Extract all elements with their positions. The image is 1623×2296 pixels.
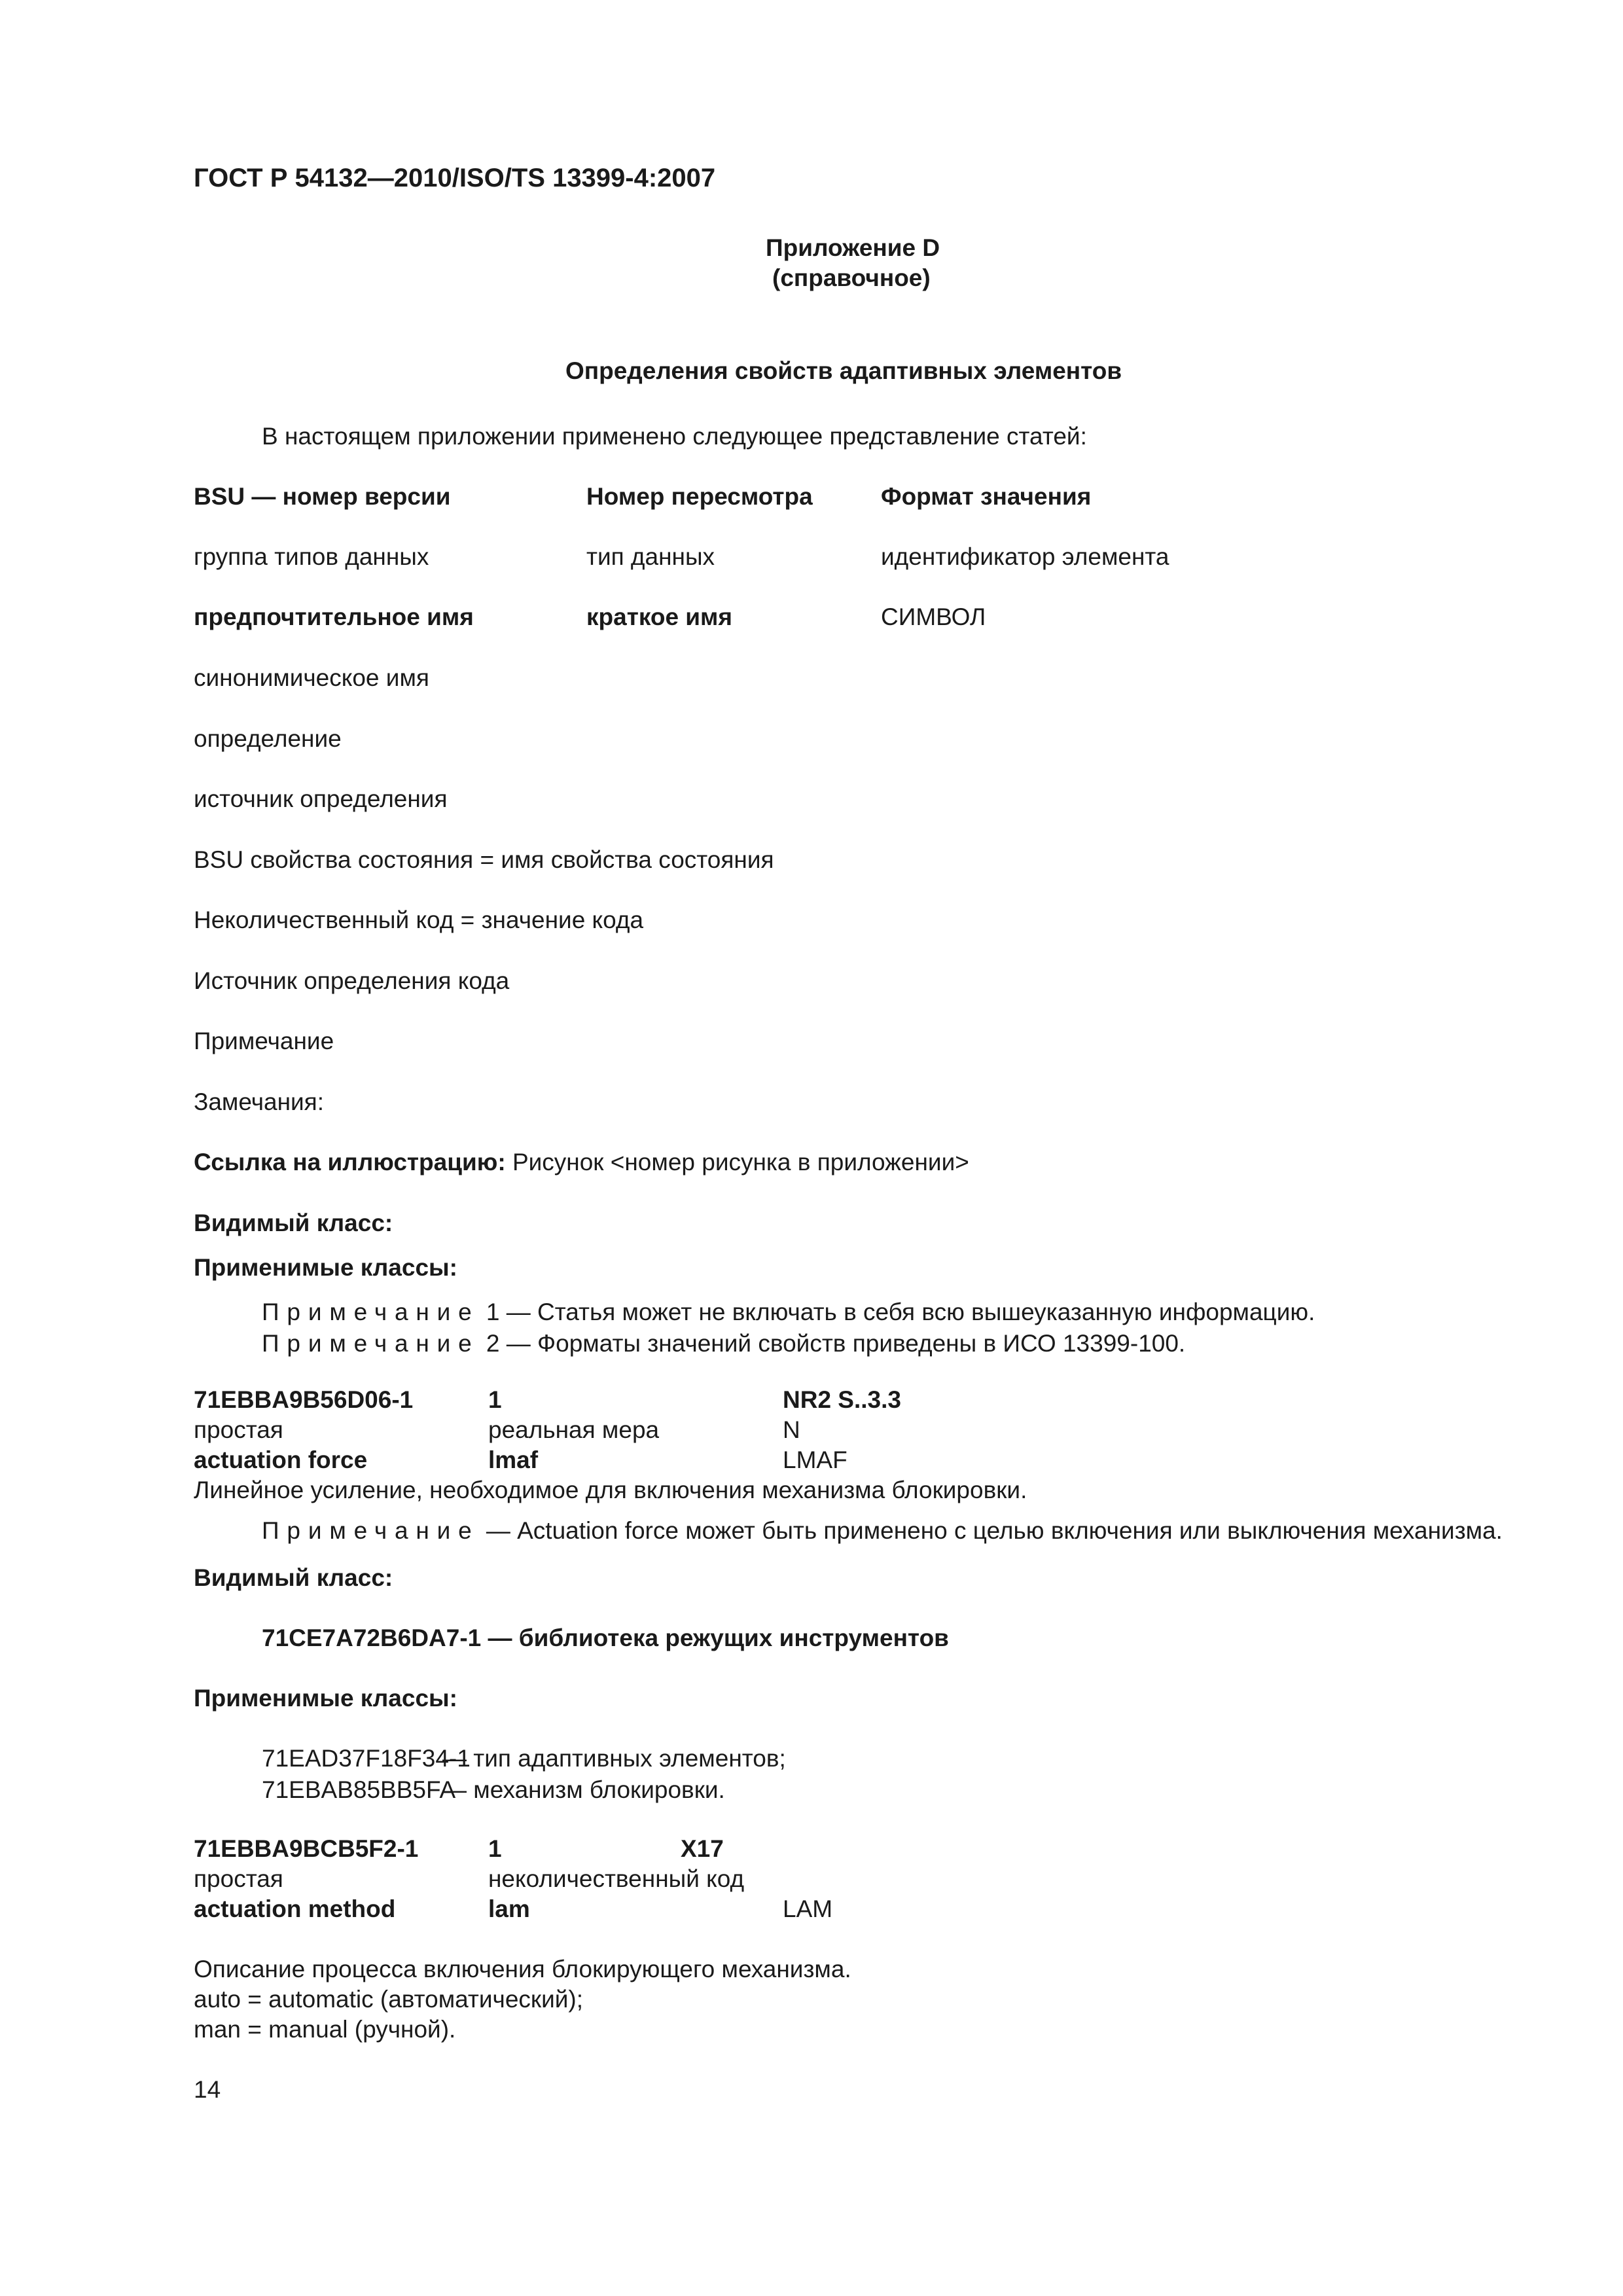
template-line: Замечания: [194,1088,324,1115]
note-1 [262,1300,1315,1324]
applicable-classes-label: Применимые классы: [194,1254,457,1281]
template-element-id: идентификатор элемента [881,543,1169,570]
entry2-symbol: LAM [783,1895,833,1922]
entry1-short-name: lmaf [488,1446,539,1473]
entry2-data-type-group: простая [194,1865,283,1892]
template-line: Неколичественный код = значение кода [194,906,644,933]
applicable-class-id: 71EAD37F18F34-1 [262,1745,471,1772]
entry1-definition: Линейное усиление, необходимое для включения механизма блокировки. [194,1477,1027,1503]
template-short-name: краткое имя [586,603,733,630]
entry1-preferred-name: actuation force [194,1446,368,1473]
applicable-class-name: — механизм блокировки. [442,1776,725,1803]
note-1-text: 1 — Статья может не включать в себя всю вышеуказанную информацию. [486,1299,1315,1325]
entry2-revision: 1 [488,1835,502,1862]
entry1-visible-class: 71CE7A72B6DA7-1 — библиотека режущих инструментов [262,1624,949,1651]
entry2-code-value: man = manual (ручной). [194,2016,456,2043]
template-revision-label: Номер пересмотра [586,483,813,510]
template-line: Источник определения кода [194,967,510,994]
template-line: синонимическое имя [194,664,429,691]
section-title: Определения свойств адаптивных элементов [565,357,1122,384]
applicable-class-id: 71EBAB85BB5FA [262,1776,456,1803]
entry1-bsu: 71EBBA9B56D06-1 [194,1386,414,1413]
template-line: источник определения [194,785,448,812]
intro-paragraph: В настоящем приложении применено следующее представление статей: [262,423,1087,450]
template-data-type: тип данных [586,543,715,570]
entry2-data-type: неколичественный код [488,1865,745,1892]
entry1-symbol: LMAF [783,1446,847,1473]
note-2-text: 2 — Форматы значений свойств приведены в ИСО 13399-100. [486,1330,1186,1357]
entry2-definition: Описание процесса включения блокирующего механизма. [194,1956,851,1982]
template-data-type-group: группа типов данных [194,543,429,570]
entry1-data-type-group: простая [194,1416,283,1443]
entry1-visible-class-label: Видимый класс: [194,1564,393,1591]
standard-header: ГОСТ Р 54132—2010/ISO/TS 13399-4:2007 [194,164,716,192]
note-2 [262,1331,1185,1355]
entry1-applicable-classes-label: Применимые классы: [194,1685,457,1712]
entry1-revision: 1 [488,1386,502,1413]
template-symbol: СИМВОЛ [881,603,986,630]
entry2-format: X17 [681,1835,724,1862]
illustration-label: Ссылка на иллюстрацию: [194,1149,506,1175]
annex-subtitle: (справочное) [772,264,931,291]
note-word: Примечание [262,1330,480,1357]
template-line: BSU свойства состояния = имя свойства состояния [194,846,774,873]
note-word: Примечание [262,1299,480,1325]
page-number: 14 [194,2076,221,2103]
entry1-data-type: реальная мера [488,1416,660,1443]
template-preferred-name: предпочтительное имя [194,603,474,630]
entry2-short-name: lam [488,1895,530,1922]
illustration-value: Рисунок <номер рисунка в приложении> [512,1149,969,1175]
entry1-note [262,1518,1503,1543]
note-word: Примечание [262,1517,480,1544]
entry2-preferred-name: actuation method [194,1895,396,1922]
applicable-class-name: — тип адаптивных элементов; [442,1745,786,1772]
entry2-code-value: auto = automatic (автоматический); [194,1986,584,2013]
template-line: Примечание [194,1028,334,1054]
entry1-format: NR2 S..3.3 [783,1386,901,1413]
illustration-reference [194,1150,969,1174]
template-line: определение [194,725,342,752]
visible-class-label: Видимый класс: [194,1210,393,1236]
template-bsu-label: BSU — номер версии [194,483,451,510]
template-format-label: Формат значения [881,483,1092,510]
entry1-unit: N [783,1416,800,1443]
entry2-bsu: 71EBBA9BCB5F2-1 [194,1835,419,1862]
entry1-note-text: — Actuation force может быть применено с целью включения или выключения механизма. [486,1517,1503,1544]
annex-title: Приложение D [766,234,940,261]
